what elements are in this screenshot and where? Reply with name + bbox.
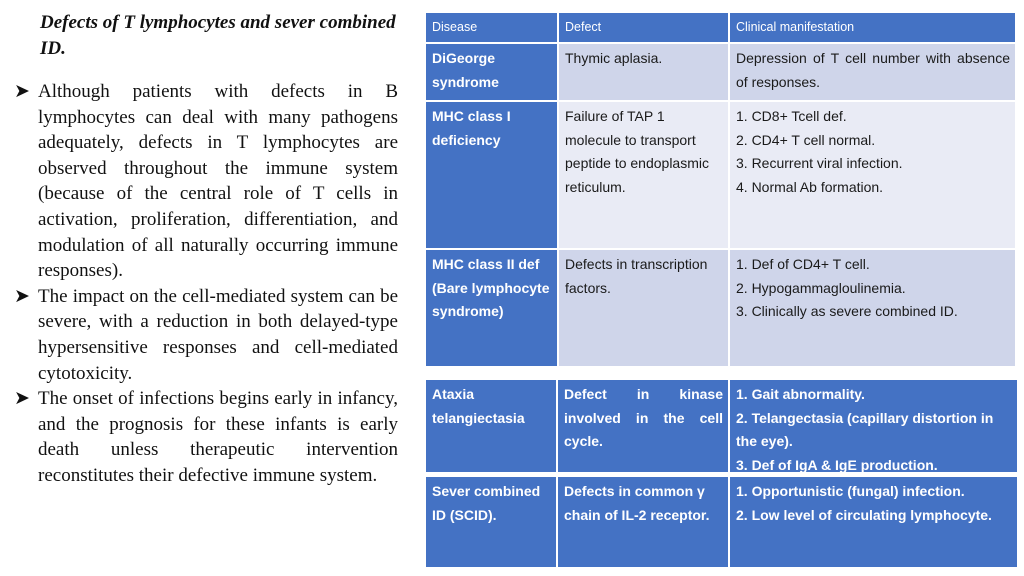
clinical-cell xyxy=(730,102,1015,248)
slide-title: Defects of T lymphocytes and sever combined ID. xyxy=(40,12,396,59)
clinical-line: 1. Def of CD4+ T cell. xyxy=(736,256,870,272)
arrow-bullet-icon: ➤ xyxy=(14,81,30,102)
disease-cell: DiGeorge syndrome xyxy=(426,44,557,100)
disease-cell: MHC class II def (Bare lymphocyte syndrome) xyxy=(426,250,557,366)
defect-cell: Defects in transcription factors. xyxy=(559,250,728,366)
clinical-line: 1. CD8+ Tcell def. xyxy=(736,108,847,124)
header-clinical: Clinical manifestation xyxy=(730,13,1015,42)
clinical-line: Depression of T cell number with absence of responses. xyxy=(736,50,1010,90)
disease-cell: Sever combined ID (SCID). xyxy=(426,477,556,567)
clinical-cell xyxy=(730,250,1015,366)
arrow-bullet-icon: ➤ xyxy=(14,388,30,410)
defect-cell: Failure of TAP 1 molecule to transport peptide to endoplasmic reticulum. xyxy=(559,102,728,248)
clinical-cell xyxy=(730,380,1017,472)
clinical-line: 3. Clinically as severe combined ID. xyxy=(736,303,958,319)
clinical-line: 2. CD4+ T cell normal. xyxy=(736,131,876,148)
clinical-cell xyxy=(730,477,1017,567)
bullet-item xyxy=(14,284,398,386)
clinical-line: 1. Gait abnormality. xyxy=(736,386,865,402)
clinical-line: 1. Opportunistic (fungal) infection. xyxy=(736,483,965,499)
arrow-bullet-icon: ➤ xyxy=(14,285,30,307)
clinical-line: 2. Telangectasia (capillary distortion in the eye). xyxy=(736,409,994,449)
clinical-line: 4. Normal Ab formation. xyxy=(736,178,884,195)
defect-cell: Defect in kinase involved in the cell cycle. xyxy=(558,380,728,472)
defect-cell: Defects in common γ chain of IL-2 receptor. xyxy=(558,477,728,567)
clinical-line: 2. Low level of circulating lymphocyte. xyxy=(736,506,992,523)
bullet-list xyxy=(14,79,398,489)
bullet-text: Although patients with defects in B lymphocytes can deal with many pathogens adequately, defects in T lymphocytes are observed throughout the immune system (because of the central role of T cells in activation, proliferation, differentiation, and modulation of all naturally occurring immune responses). xyxy=(38,81,398,282)
disease-cell: MHC class I deficiency xyxy=(426,102,557,248)
disease-cell: Ataxia telangiectasia xyxy=(426,380,556,472)
bullet-item xyxy=(14,79,398,284)
bullet-text: The impact on the cell-mediated system can be severe, with a reduction in both delayed-type hypersensitive responses and cell-mediated cytotoxicity. xyxy=(38,285,398,384)
clinical-cell xyxy=(730,44,1015,100)
clinical-line: 3. Def of IgA & IgE production. xyxy=(736,456,938,472)
bullet-item xyxy=(14,386,398,488)
header-defect: Defect xyxy=(559,13,728,42)
header-disease: Disease xyxy=(426,13,557,42)
clinical-line: 3. Recurrent viral infection. xyxy=(736,155,903,171)
defect-cell: Thymic aplasia. xyxy=(559,44,728,100)
bullet-text: The onset of infections begins early in infancy, and the prognosis for these infants is early death unless therapeutic intervention reconstitutes their defective immune system. xyxy=(38,388,398,486)
clinical-line: 2. Hypogammagloulinemia. xyxy=(736,279,906,296)
